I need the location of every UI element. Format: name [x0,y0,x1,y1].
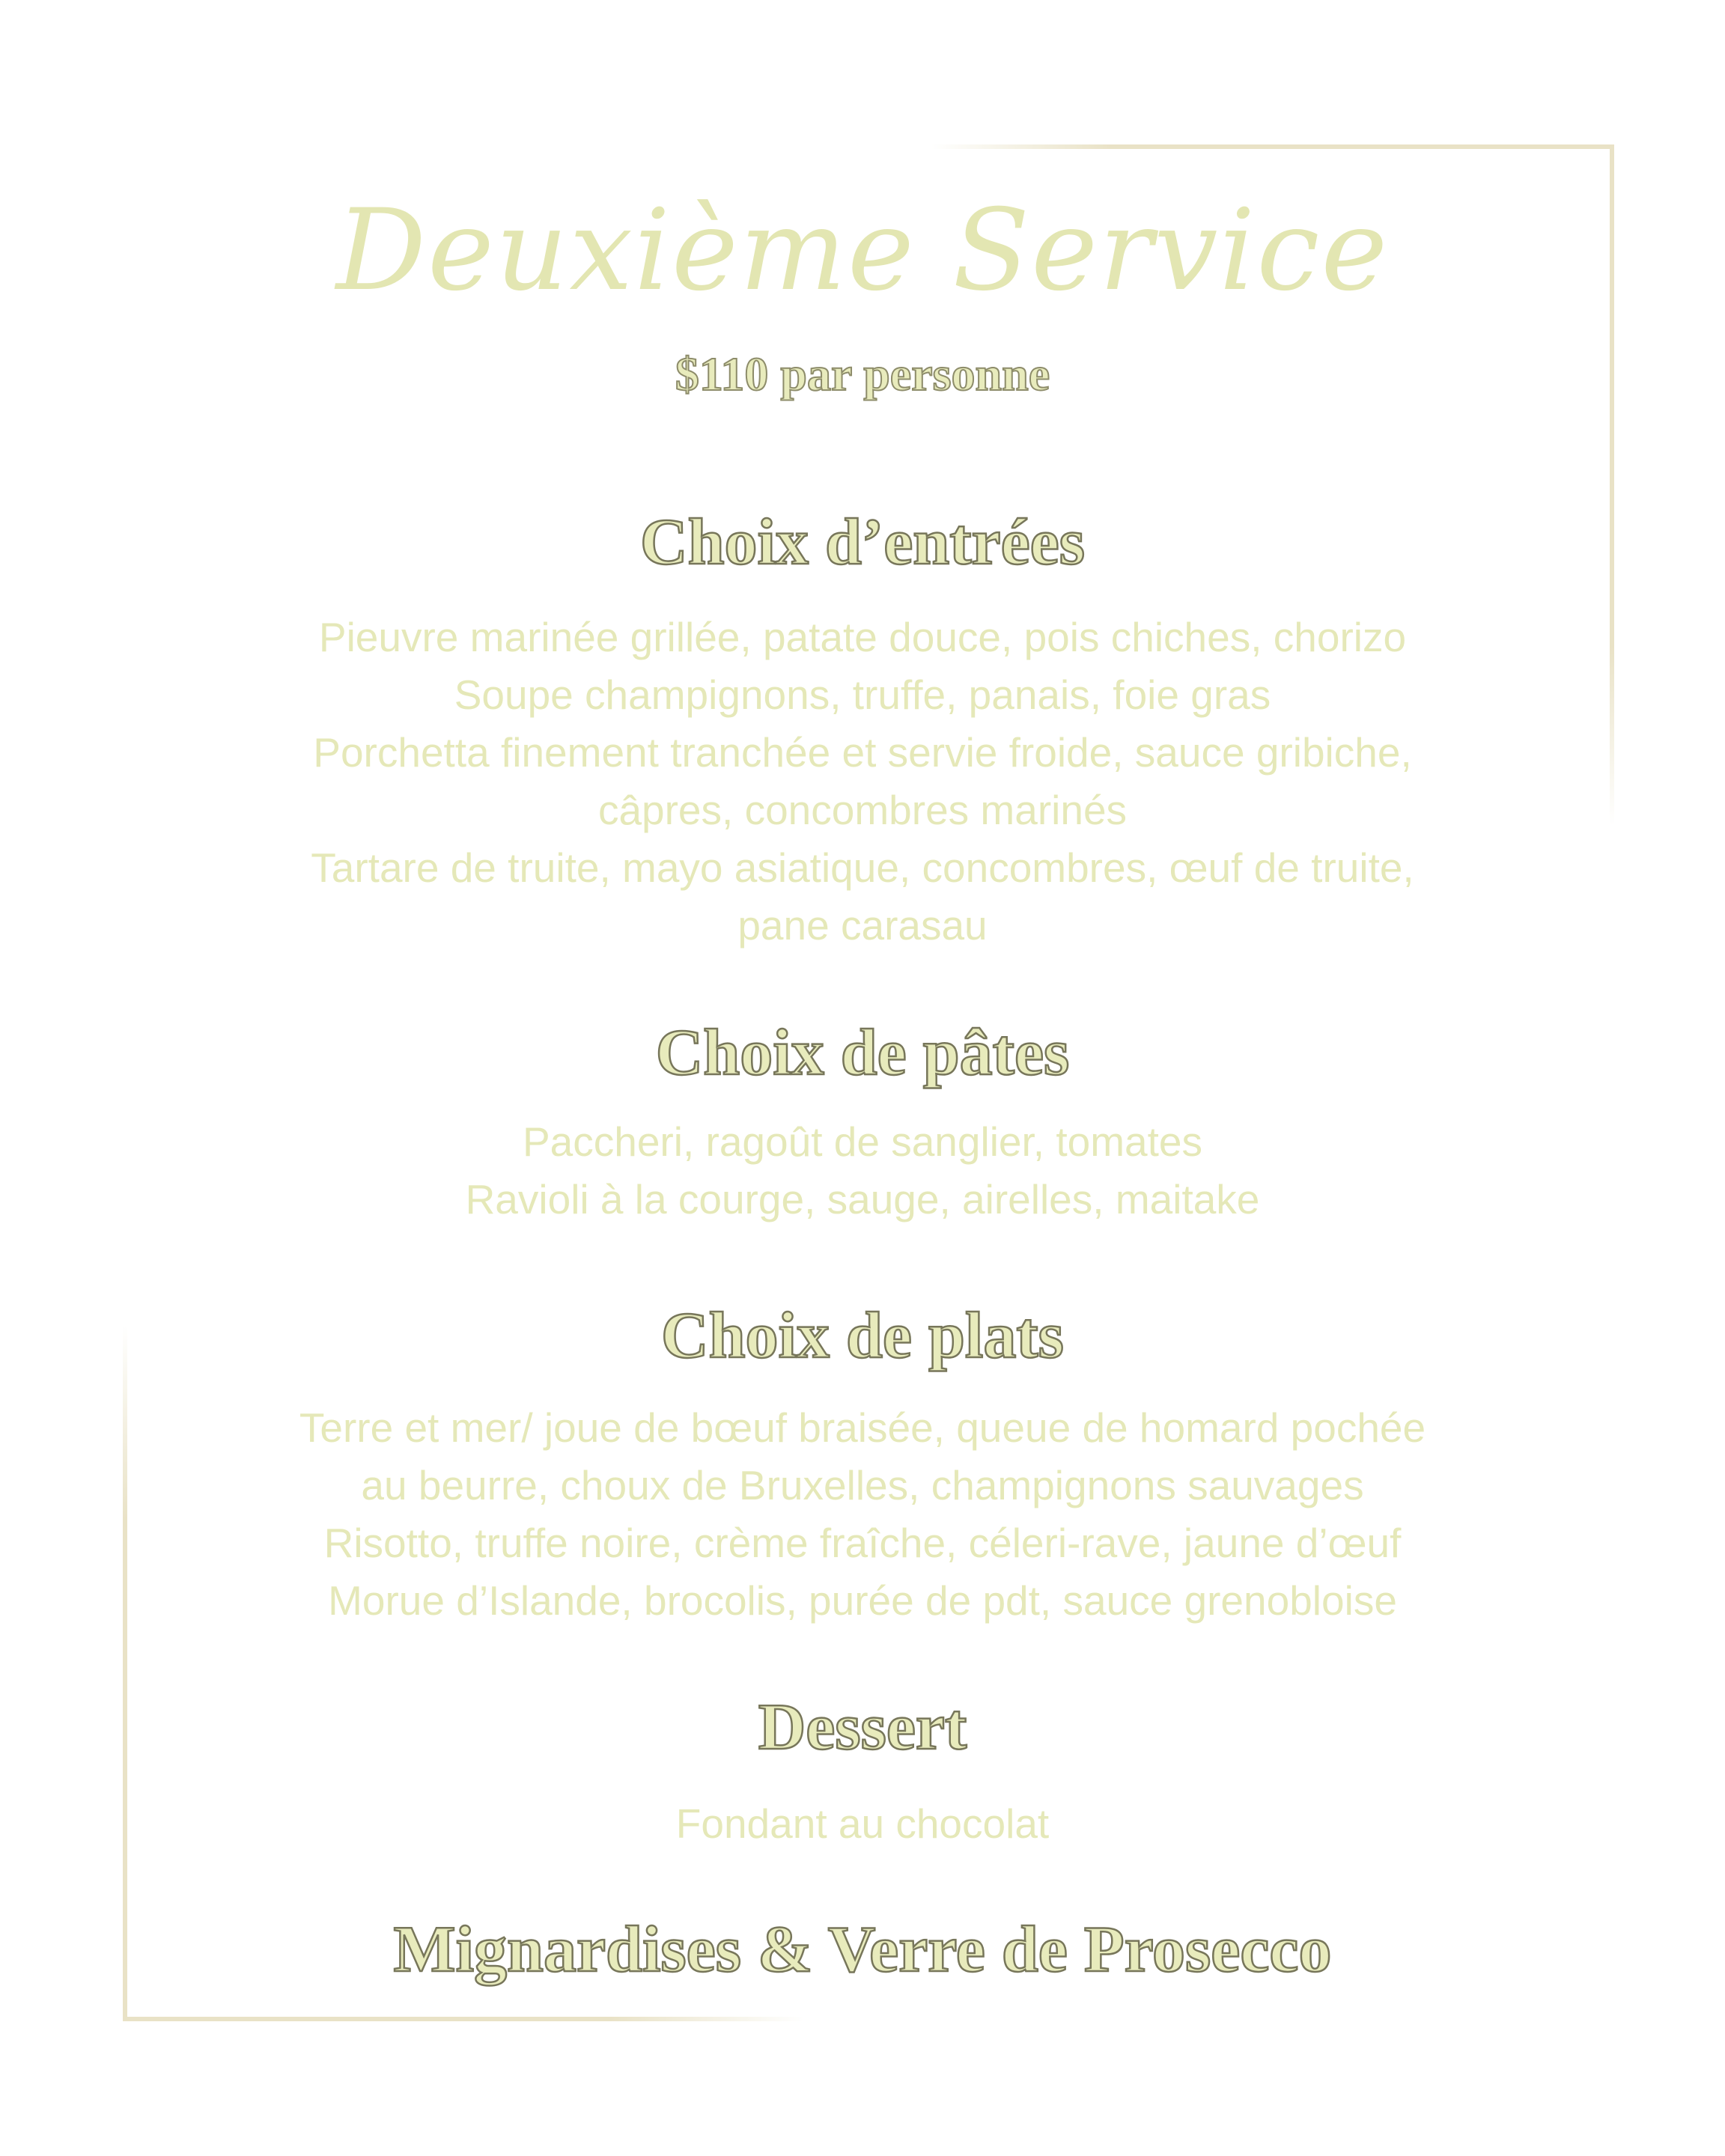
section-heading-pates: Choix de pâtes [655,1017,1070,1089]
section-heading-dessert: Dessert [758,1691,967,1764]
menu-item-line: pane carasau [737,902,988,948]
menu-item-line: au beurre, choux de Bruxelles, champignons sauvages [361,1462,1364,1508]
menu-item-line: Porchetta finement tranchée et servie froide, sauce gribiche, [313,729,1412,776]
closing-line: Mignardises & Verre de Prosecco [393,1913,1332,1986]
section-items-dessert [0,1795,1725,1853]
menu-item-line: Ravioli à la courge, sauge, airelles, maitake [465,1176,1260,1222]
menu-title: Deuxième Service [335,186,1390,316]
section-items-entrees [0,609,1725,954]
section-items-pates [0,1113,1725,1228]
menu-item-line: Pieuvre marinée grillée, patate douce, pois chiches, chorizo [318,614,1407,660]
menu-item-line: Tartare de truite, mayo asiatique, concombres, œuf de truite, [311,844,1414,891]
menu-price: $110 par personne [675,347,1050,401]
menu-item-line: Terre et mer/ joue de bœuf braisée, queue de homard pochée [299,1404,1426,1451]
menu-item-line: Morue d’Islande, brocolis, purée de pdt, sauce grenobloise [328,1577,1397,1624]
menu-item-line: câpres, concombres marinés [597,787,1128,833]
menu-item-line: Soupe champignons, truffe, panais, foie gras [454,672,1271,718]
menu-item-line: Fondant au chocolat [675,1800,1050,1847]
section-heading-plats: Choix de plats [661,1300,1064,1372]
menu-item-line: Risotto, truffe noire, crème fraîche, céleri-rave, jaune d’œuf [323,1520,1402,1566]
menu-item-line: Paccheri, ragoût de sanglier, tomates [522,1118,1202,1165]
section-items-plats [0,1399,1725,1630]
section-heading-entrees: Choix d’entrées [640,506,1085,579]
